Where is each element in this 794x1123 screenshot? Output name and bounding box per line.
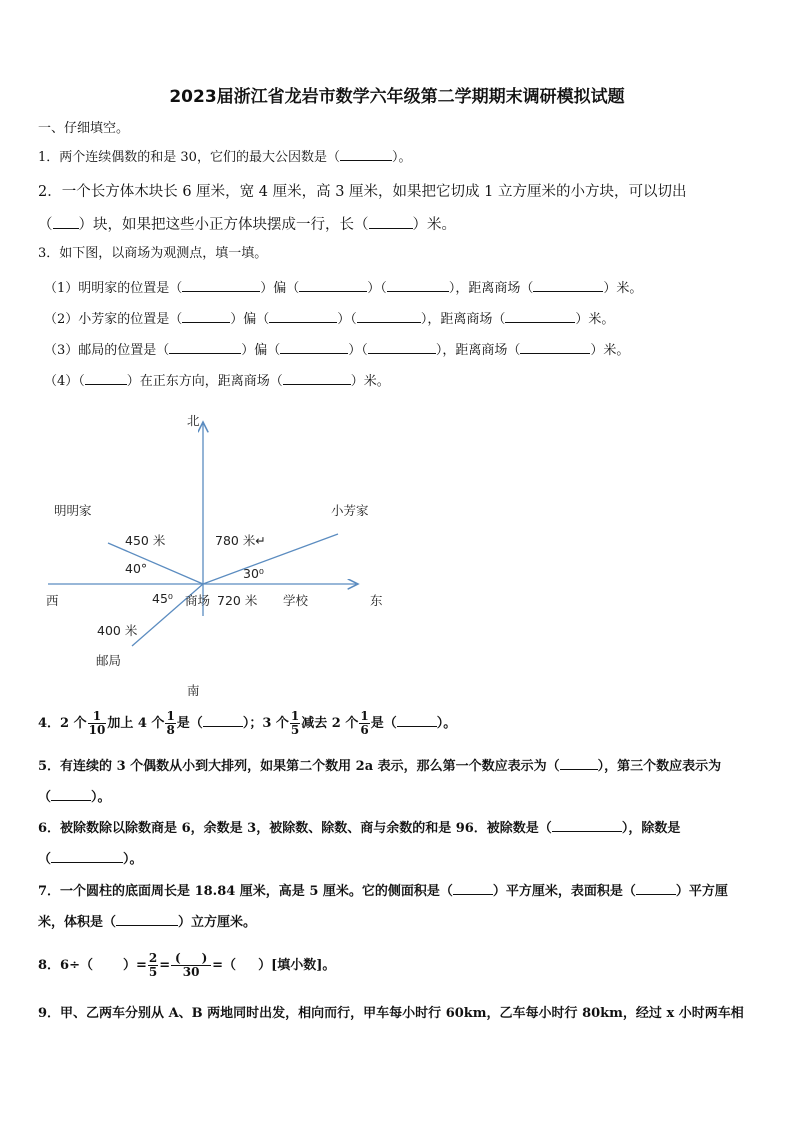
answer-blank[interactable] [636, 881, 676, 895]
ray-mingming [108, 543, 203, 584]
q8-text-e: ）[填小数]。 [258, 958, 336, 973]
q3-s3-e: ）米。 [590, 343, 630, 358]
q8-text-a: 8．6÷（ [38, 958, 93, 973]
question-7-line-1 [38, 881, 728, 900]
q7-text-e: ）立方厘米。 [178, 915, 257, 930]
label-school: 学校 [283, 593, 309, 608]
question-9-line-1: 9．甲、乙两车分别从 A、B 两地同时出发，相向而行，甲车每小时行 60km，乙车每小时行 80km，经过 x 小时两车相 [38, 1006, 744, 1021]
q6-text-d: ）。 [123, 852, 143, 867]
answer-blank[interactable] [397, 713, 437, 727]
q8-text-d: =（ [212, 958, 237, 973]
q3-s2-d: ），距离商场（ [420, 312, 506, 327]
q4-text-d: ）；3 个 [242, 716, 289, 731]
question-6-line-1 [38, 818, 680, 837]
fraction-1-8: $\frac{1}{8}$ [166, 709, 175, 737]
q3-s3-a: （3）邮局的位置是（ [44, 343, 170, 358]
label-distance-450: 450 米 [125, 533, 166, 548]
q3-s4-a: （4）（ [44, 374, 85, 389]
q8-text-c: = [159, 958, 171, 973]
q6-text-c: （ [38, 852, 52, 867]
q8-text-b: ）= [122, 958, 147, 973]
question-3-intro: 3．如下图，以商场为观测点，填一填。 [38, 246, 268, 261]
q3-s1-c: ）（ [367, 281, 387, 296]
label-distance-780: 780 米↵ [215, 533, 266, 548]
q2-text-b: ）块，如果把这些小正方体块摆成一行，长（ [78, 217, 369, 233]
q4-text-e: 减去 2 个 [301, 716, 359, 731]
label-mingming-home: 明明家 [54, 503, 92, 518]
q3-s1-e: ）米。 [603, 281, 643, 296]
label-angle-30: 30⁰ [243, 566, 264, 581]
q1-text-b: ）。 [391, 150, 412, 165]
label-distance-400: 400 米 [97, 623, 138, 638]
answer-blank[interactable] [453, 881, 493, 895]
q6-text-a: 6．被除数除以除数商是 6，余数是 3，被除数、除数、商与余数的和是 96．被除数是（ [38, 821, 552, 836]
label-post-office: 邮局 [96, 653, 122, 668]
q5-text-b: ），第三个数应表示为 [597, 759, 722, 774]
q3-s2-e: ）米。 [575, 312, 615, 327]
q3-s3-b: ）偏（ [241, 343, 281, 358]
q5-text-c: （ [38, 790, 52, 805]
page-title: 2023届浙江省龙岩市数学六年级第二学期期末调研模拟试题 [169, 87, 625, 107]
label-distance-720: 720 米 [217, 593, 258, 608]
answer-blank[interactable] [560, 756, 598, 770]
q5-text-a: 5．有连续的 3 个偶数从小到大排列，如果第二个数用 2a 表示，那么第一个数应表示为（ [38, 759, 560, 774]
q5-text-d: ）。 [91, 790, 111, 805]
fraction-blank-30: $\frac{( )}{30}$ [171, 952, 211, 979]
label-angle-45: 45⁰ [152, 591, 173, 606]
q3-s3-c: ）（ [348, 343, 368, 358]
q4-text-c: 是（ [176, 716, 203, 731]
q7-text-c: ）平方厘 [675, 884, 728, 899]
q7-text-a: 7．一个圆柱的底面周长是 18.84 厘米，高是 5 厘米。它的侧面积是（ [38, 884, 453, 899]
q3-s3-d: ），距离商场（ [435, 343, 521, 358]
label-north: 北 [187, 413, 200, 428]
q4-text-f: 是（ [370, 716, 397, 731]
q6-text-b: ），除数是 [621, 821, 681, 836]
q3-s2-c: ）（ [337, 312, 357, 327]
answer-blank[interactable] [552, 818, 622, 832]
question-7-line-2 [38, 912, 256, 931]
question-5-line-1 [38, 756, 721, 775]
question-4 [38, 708, 456, 740]
answer-blank[interactable] [51, 849, 123, 863]
q4-text-b: 加上 4 个 [107, 716, 165, 731]
label-east: 东 [370, 593, 383, 608]
q3-s4-b: ）在正东方向，距离商场（ [126, 374, 283, 389]
q4-text-a: 4．2 个 [38, 716, 87, 731]
q7-text-b: ）平方厘米，表面积是（ [492, 884, 636, 899]
fraction-2-5: $\frac{2}{5}$ [148, 951, 158, 979]
q3-s1-d: ），距离商场（ [448, 281, 534, 296]
fraction-1-5: $\frac{1}{5}$ [290, 709, 300, 737]
q3-s4-c: ）米。 [350, 374, 390, 389]
q1-text-a: 1．两个连续偶数的和是 30，它们的最大公因数是（ [38, 150, 340, 165]
label-south: 南 [187, 683, 200, 698]
q3-s2-a: （2）小芳家的位置是（ [44, 312, 183, 327]
label-mall: 商场 [185, 593, 211, 608]
question-6-line-2 [38, 849, 143, 868]
fraction-1-6: $\frac{1}{6}$ [360, 709, 369, 737]
section-heading: 一、仔细填空。 [38, 121, 130, 136]
q7-text-d: 米，体积是（ [38, 915, 117, 930]
q3-s1-b: ）偏（ [260, 281, 300, 296]
question-8 [38, 949, 335, 983]
answer-blank[interactable] [51, 787, 91, 801]
label-angle-40: 40° [125, 561, 148, 576]
q3-s1-a: （1）明明家的位置是（ [44, 281, 183, 296]
answer-blank[interactable] [116, 912, 178, 926]
question-2-line-1: 2．一个长方体木块长 6 厘米，宽 4 厘米，高 3 厘米，如果把它切成 1 立方厘米的小方块，可以切出 [38, 184, 687, 200]
fraction-1-10: $\frac{1}{10}$ [88, 709, 106, 737]
question-5-line-2 [38, 787, 111, 806]
q3-s2-b: ）偏（ [230, 312, 270, 327]
q4-text-g: ）。 [436, 716, 457, 731]
label-xiaofang-home: 小芳家 [331, 503, 369, 518]
q2-text-a: （ [38, 217, 53, 233]
answer-blank[interactable] [203, 713, 243, 727]
label-west: 西 [46, 593, 59, 608]
q2-text-c: ）米。 [412, 217, 456, 233]
